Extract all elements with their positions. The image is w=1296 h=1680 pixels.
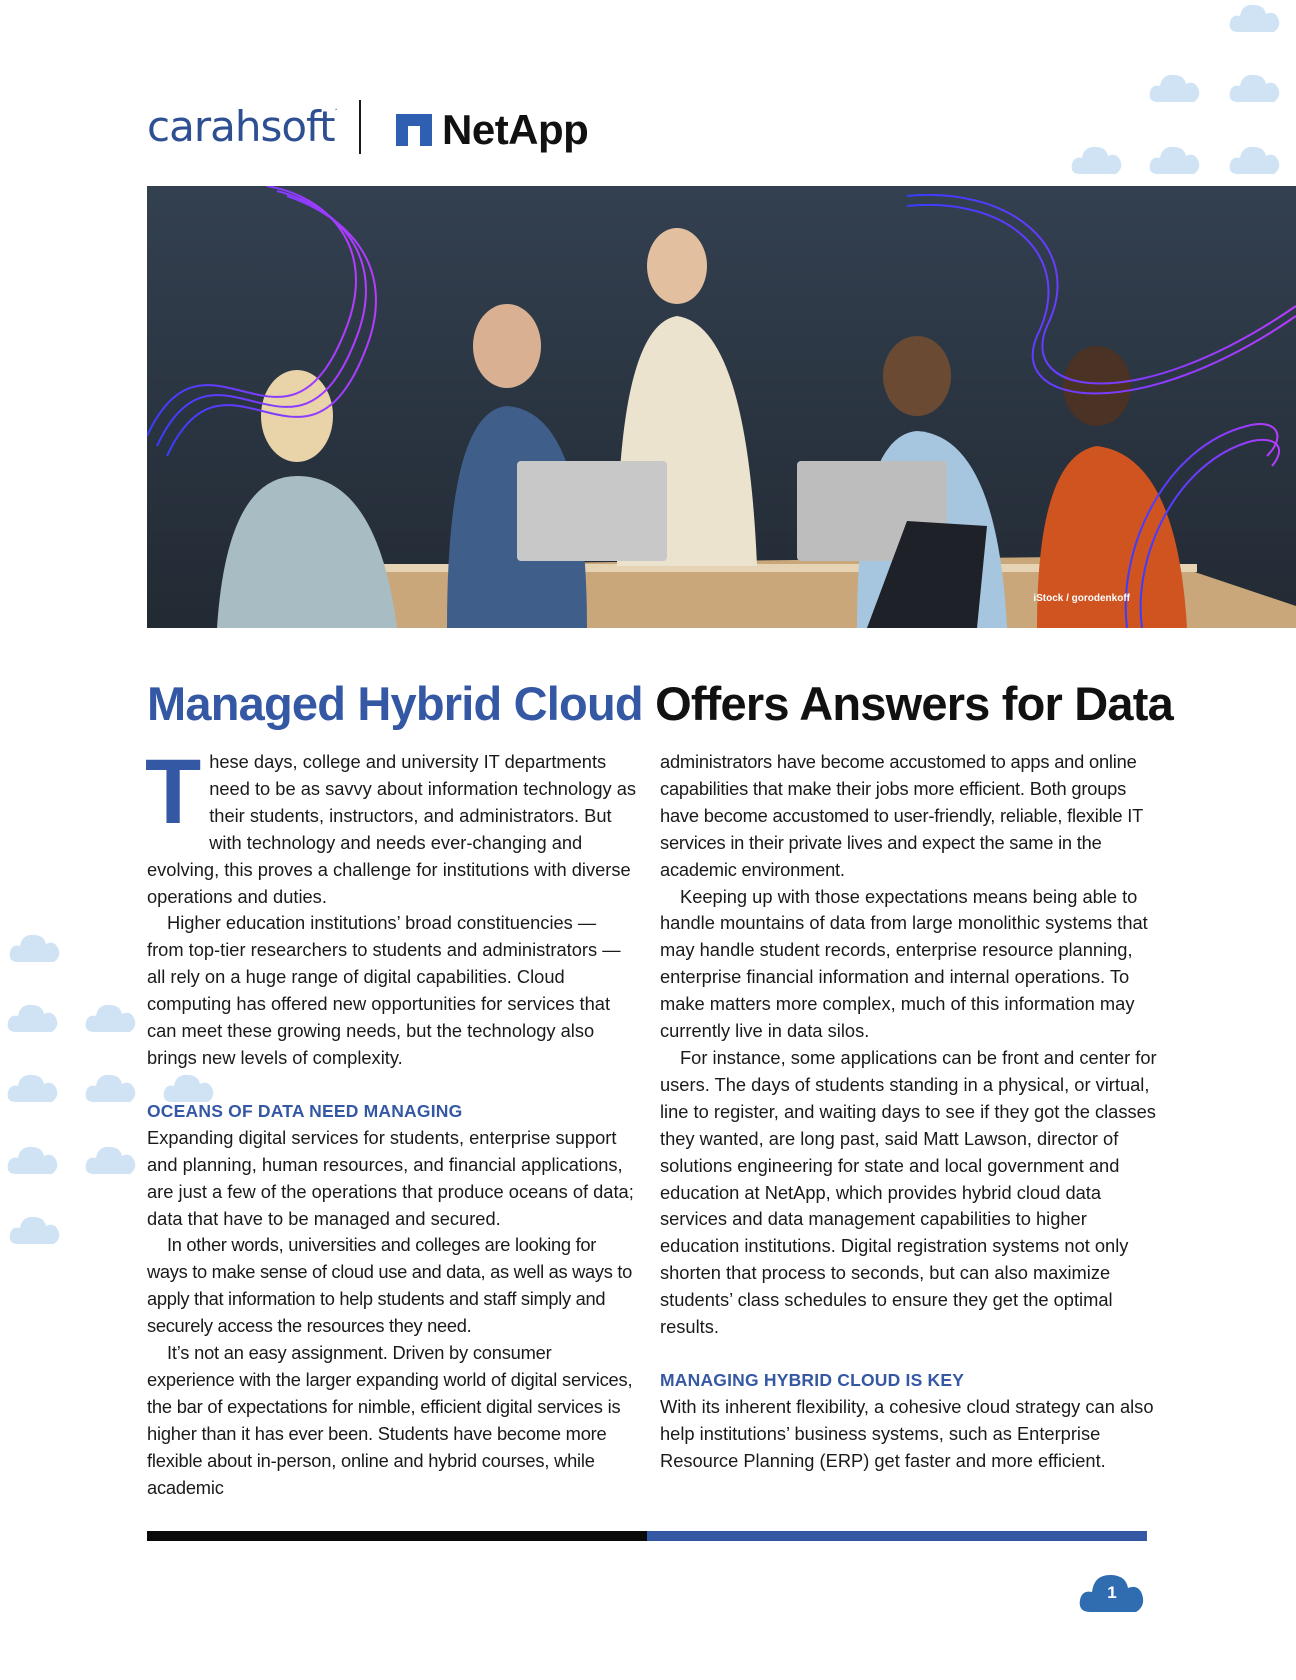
cloud-icon xyxy=(1148,142,1202,176)
cloud-icon xyxy=(8,930,62,964)
paragraph: With its inherent flexibility, a cohesive cloud strategy can also help institutions’ business systems, such as Enterprise Resource Planning (ERP) get faster and more efficient. xyxy=(660,1395,1154,1471)
cloud-icon xyxy=(6,1000,60,1034)
right-column xyxy=(660,749,1160,1475)
paragraph: Expanding digital services for students, enterprise support and planning, human resources, and financial applications, are just a few of the operations that produce oceans of data; data that have to be managed and secured. xyxy=(147,1126,634,1229)
paragraph: Higher education institutions’ broad constituencies — from top-tier researchers to students and administrators — all rely on a huge range of digital capabilities. Cloud computing has offered new opportunities for services that can meet these growing needs, but the technology also brings new levels of complexity. xyxy=(147,912,621,1068)
page-number: 1 xyxy=(1107,1583,1117,1602)
netapp-logo-icon xyxy=(396,114,432,146)
cloud-icon xyxy=(1228,70,1282,104)
paragraph: administrators have become accustomed to apps and online capabilities that make their jobs more efficient. Both groups have become accustomed to user-friendly, reliable, flexible IT services in their private lives and expect the same in the academic environment. xyxy=(660,751,1143,880)
section-heading: OCEANS OF DATA NEED MANAGING xyxy=(147,1100,463,1121)
paragraph-text: hese days, college and university IT departments need to be as savvy about information technology as their students, instructors, and administrators. But with technology and needs ever-changing and evolving, this proves a challenge for institutions with diverse operations and duties. xyxy=(147,751,637,907)
paragraph: In other words, universities and colleges are looking for ways to make sense of cloud use and data, as well as ways to apply that information to help students and staff simply and securely access the resources they need. xyxy=(147,1234,633,1337)
left-column xyxy=(145,741,637,1501)
netapp-logo-text: NetApp xyxy=(442,106,589,153)
cloud-icon xyxy=(84,1070,138,1104)
carahsoft-logo xyxy=(147,102,337,151)
paragraph: It’s not an easy assignment. Driven by consumer experience with the larger expanding world of digital services, the bar of expectations for nimble, efficient digital services is higher than it has ever been. Students have become more flexible about in-person, online and hybrid courses, while academic xyxy=(147,1342,633,1498)
carahsoft-logo-text: carahsoft xyxy=(147,102,335,151)
footer-rule-black xyxy=(147,1531,647,1541)
section-heading: MANAGING HYBRID CLOUD IS KEY xyxy=(660,1369,965,1390)
logo-divider xyxy=(359,100,361,154)
title-accent: Managed Hybrid Cloud xyxy=(147,677,643,730)
hero-image xyxy=(147,186,1296,628)
netapp-logo xyxy=(396,106,588,154)
cloud-icon xyxy=(6,1142,60,1176)
paragraph xyxy=(145,741,637,910)
photo-credit: iStock / gorodenkoff xyxy=(1033,593,1130,604)
cloud-icon xyxy=(1148,70,1202,104)
cloud-icon xyxy=(84,1000,138,1034)
footer-rule-blue xyxy=(647,1531,1147,1541)
cloud-icon xyxy=(6,1070,60,1104)
page-title xyxy=(147,676,1173,731)
title-rest: Offers Answers for Data xyxy=(655,677,1173,730)
cloud-icon xyxy=(1228,142,1282,176)
cloud-icon xyxy=(8,1212,62,1246)
cloud-icon xyxy=(84,1142,138,1176)
cloud-icon xyxy=(1070,142,1124,176)
paragraph: For instance, some applications can be front and center for users. The days of students standing in a physical, or virtual, line to register, and waiting days to see if they got the classes they wanted, are long past, said Matt Lawson, director of solutions engineering for state and local government and education at NetApp, which provides hybrid cloud data services and data management capabilities to higher education institutions. Digital registration systems not only shorten that process to seconds, but can also maximize students’ class schedules to ensure they get the optimal results. xyxy=(660,1046,1157,1338)
dropcap: T xyxy=(145,741,202,843)
paragraph: Keeping up with those expectations means being able to handle mountains of data from large monolithic systems that may handle student records, enterprise resource planning, enterprise financial information and internal operations. To make matters more complex, much of this information may currently live in data silos. xyxy=(660,885,1148,1042)
cloud-icon xyxy=(1228,0,1282,34)
carahsoft-logo-mark: . xyxy=(334,102,337,113)
